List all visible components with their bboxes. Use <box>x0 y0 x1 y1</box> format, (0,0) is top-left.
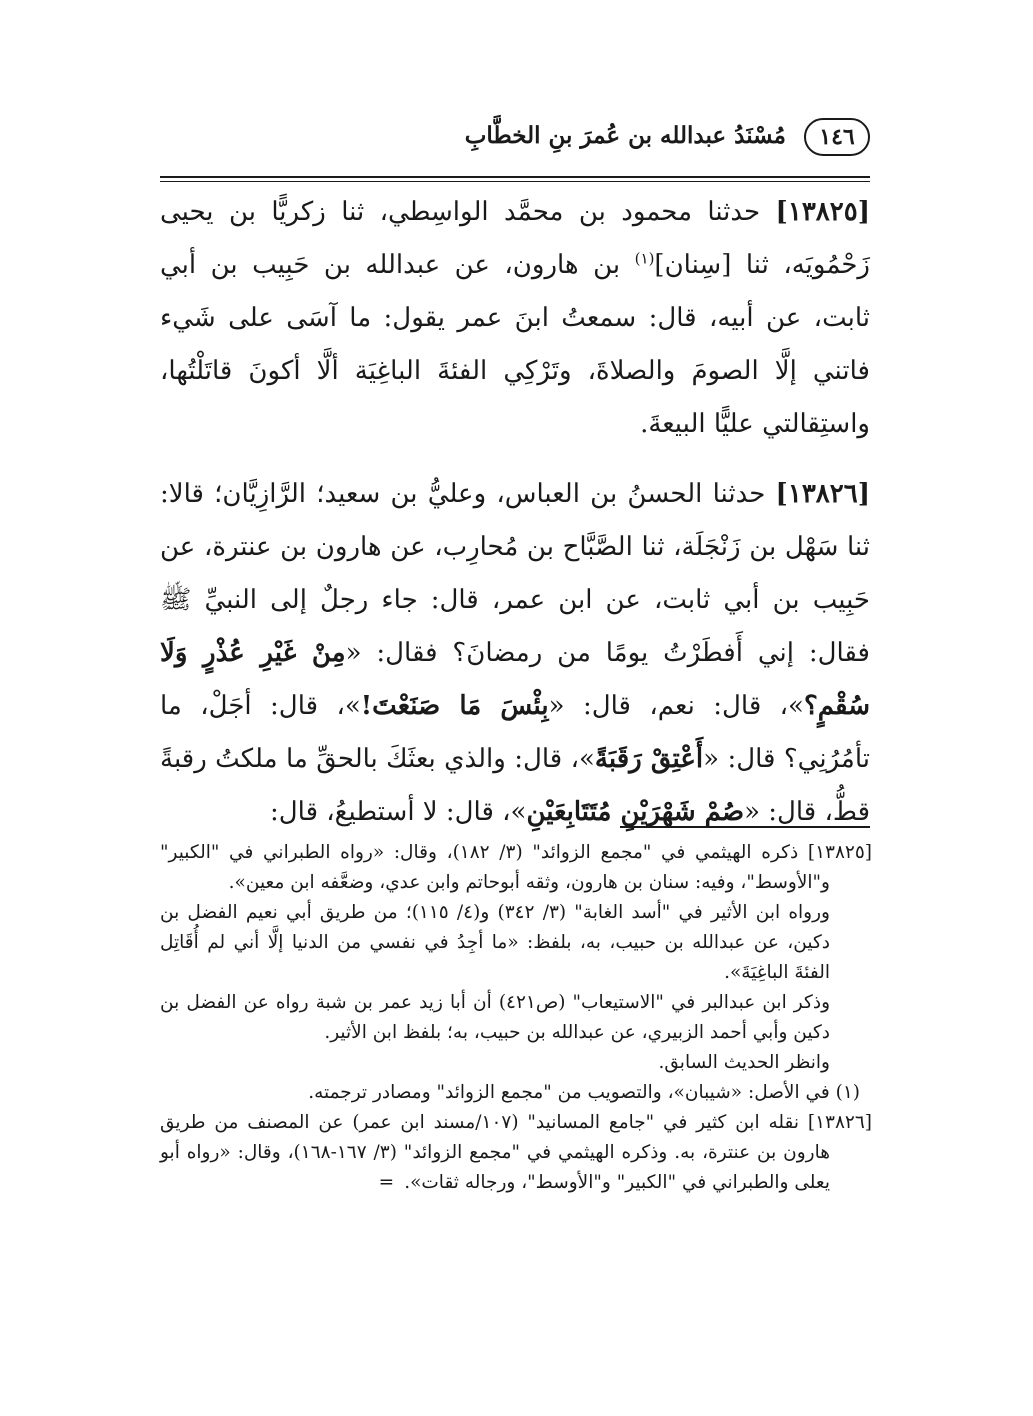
footnote-separator <box>620 826 870 828</box>
prophetic-quote: مِنْ غَيْرِ عُذْرٍ وَلَا سُقْمٍ؟ <box>160 638 870 721</box>
footnote-1 <box>160 1078 872 1108</box>
hadith-text-part: »، قال: والذي بعثَكَ بالحقِّ ما ملكتُ رقبةً قطُّ، قال: « <box>160 744 870 827</box>
footnote-text: ذكره الهيثمي في "مجمع الزوائد" (٣/ ١٨٢)، وقال: «رواه الطبراني في "الكبير" و"الأوسط"، وفيه: سنان بن هارون، وثقه أبوحاتم وابن عدي، وضعَّفه ابن معين». <box>160 842 830 893</box>
hadith-text-part: حدثنا محمود بن محمَّد الواسِطي، ثنا زكريًّا بن يحيى زَحْمُويَه، ثنا [سِنان] <box>160 197 870 280</box>
running-title: مُسْنَدُ عبدالله بن عُمرَ بنِ الخطَّابِ <box>464 122 786 149</box>
hadith-13826 <box>160 468 870 839</box>
footnote-number: [١٣٨٢٦] <box>807 1112 872 1133</box>
footnote-13825 <box>160 838 872 898</box>
prophetic-quote: بِئْسَ مَا صَنَعْتَ! <box>360 691 549 721</box>
prophetic-quote: أَعْتِقْ رَقَبَةً <box>594 744 704 774</box>
footnote-13826 <box>160 1108 872 1198</box>
hadith-text-part: بن هارون، عن عبدالله بن حَبِيب بن أبي ثابت، عن أبيه، قال: سمعتُ ابنَ عمر يقول: ما آسَى على شَيء فاتني إلَّا الصومَ والصلاةَ، وتَرْكِي الفئةَ الباغِيَة ألَّا أكونَ قاتَلْتُها، واستِقالتي عليًّا البيعةَ. <box>160 250 870 439</box>
page-number: ١٤٦ <box>804 118 870 156</box>
footnotes <box>160 838 872 1198</box>
page-header <box>160 118 870 162</box>
hadith-text-part: »، قال: نعم، قال: « <box>548 691 804 721</box>
continuation-mark: = <box>378 1172 395 1193</box>
footnote-number: [١٣٨٢٥] <box>807 842 872 863</box>
footnote-number: (١) <box>835 1082 860 1103</box>
hadith-number: [١٣٨٢٦] <box>775 479 870 509</box>
hadith-text-part: حدثنا الحسنُ بن العباس، وعليُّ بن سعيد؛ الرَّازِيَّان؛ قالا: ثنا سَهْل بن زَنْجَلَة، ثنا الصَّبَّاح بن مُحارِب، عن هارون بن عنترة، عن حَبِيب بن أبي ثابت، عن ابن عمر، قال: جاء رجلٌ إلى النبيِّ ﷺ فقال: إني أَفطَرْتُ يومًا من رمضانَ؟ فقال: « <box>160 479 870 668</box>
footnote-paragraph: وانظر الحديث السابق. <box>658 1052 830 1073</box>
header-rule <box>160 176 870 182</box>
prophetic-quote: صُمْ شَهْرَيْنِ مُتَتَابِعَيْنِ <box>526 797 745 827</box>
footnote-reference[interactable]: (١) <box>634 249 655 268</box>
hadith-13825 <box>160 186 870 451</box>
hadith-text-part: »، قال: لا أستطيعُ، قال: <box>270 797 527 827</box>
footnote-text: في الأصل: «شيبان»، والتصويب من "مجمع الزوائد" ومصادر ترجمته. <box>308 1082 836 1103</box>
footnote-paragraph: وذكر ابن عبدالبر في "الاستيعاب" (ص٤٢١) أن أبا زيد عمر بن شبة رواه عن الفضل بن دكين وأبي أحمد الزبيري، عن عبدالله بن حبيب، به؛ بلفظ ابن الأثير. <box>160 992 830 1043</box>
hadith-text-part: »، قال: أجَلْ، ما تأمُرُنِي؟ قال: « <box>160 691 871 774</box>
footnote-paragraph: ورواه ابن الأثير في "أسد الغابة" (٣/ ٣٤٢) و(٤/ ١١٥)؛ من طريق أبي نعيم الفضل بن دكين، عن عبدالله بن حبيب، به، بلفظ: «ما أجِدُ في نفسي من الدنيا إلَّا أني لم أُقَاتِل الفئةَ الباغِيَةَ». <box>160 902 830 983</box>
footnote-text: نقله ابن كثير في "جامع المسانيد" (١٠٧/مسند ابن عمر) عن المصنف من طريق هارون بن عنترة، به. وذكره الهيثمي في "مجمع الزوائد" (٣/ ١٦٧-١٦٨)، وقال: «رواه أبو يعلى والطبراني في "الكبير" و"الأوسط"، ورجاله ثقات». <box>160 1112 830 1193</box>
hadith-number: [١٣٨٢٥] <box>775 197 870 227</box>
